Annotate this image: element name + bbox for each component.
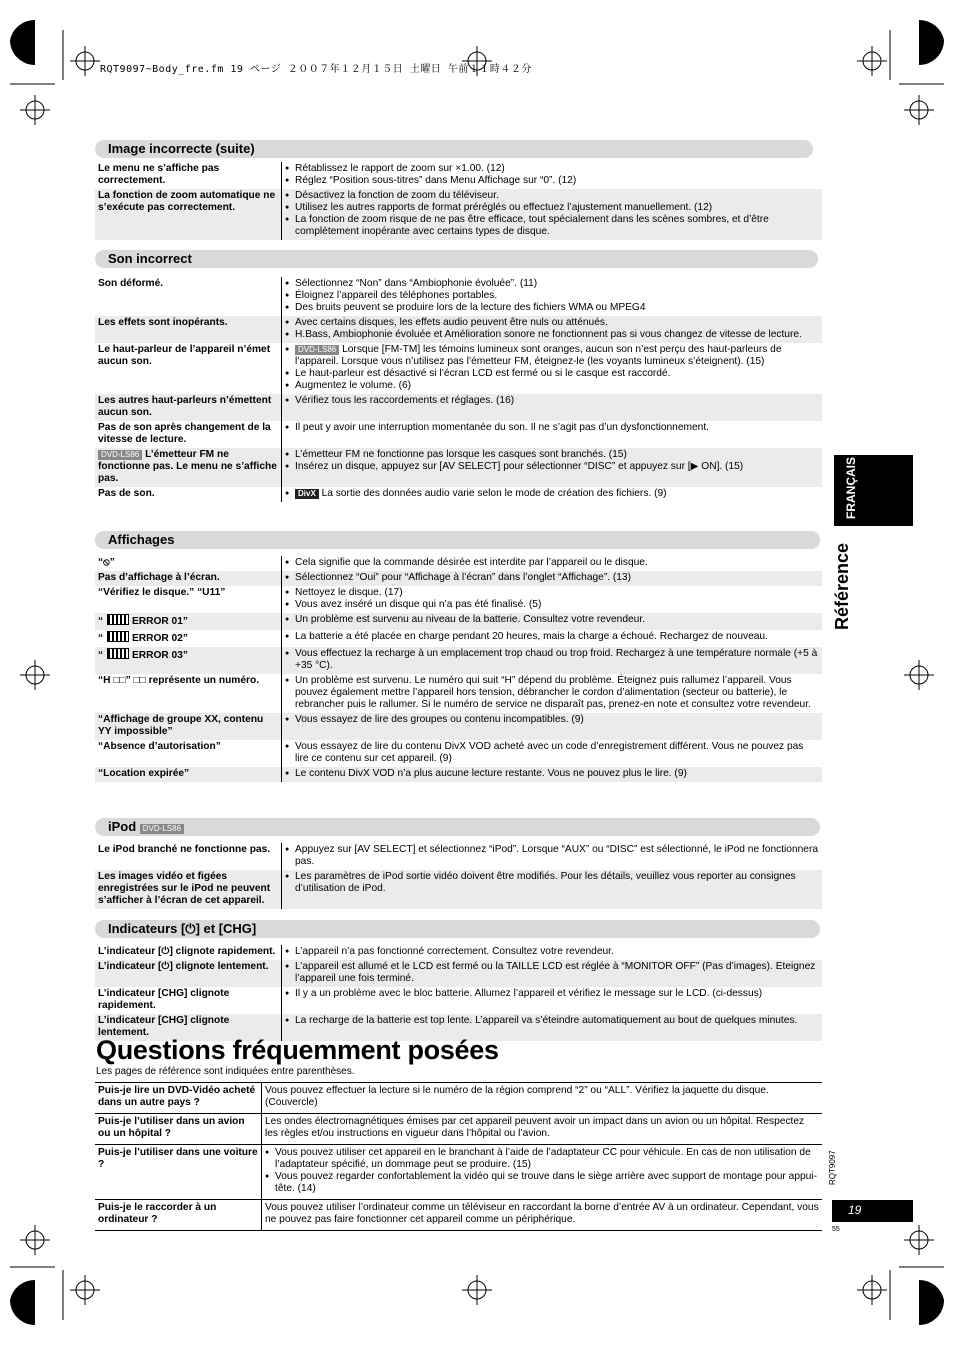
bullet-item [285,714,819,726]
bullet-text: Un problème est survenu. Le numéro qui suit “H” dépend du problème. Éteignez puis rallumez l’appareil. Vous pouvez également mettre l’appareil hors tension, débrancher le cordon d’alimentation (secteur ou batterie), le rebrancher puis le rallumer. Si le numéro de service ne disparaît pas, prenez-en note et consultez votre revendeur. [295,675,811,710]
row-answer [282,613,823,630]
row-question [95,713,282,740]
bullet-item [285,557,819,569]
language-tab [834,455,913,526]
row-answer [282,421,823,448]
bullet-text: Lorsque [FM-TM] les témoins lumineux sont oranges, aucun son n’est perçu des haut-parleurs de l’appareil. Lorsque vous n’utilisez pas l’émetteur FM, éteignez-le (les voyants lumineux s’éteignent). (15) [295,344,782,367]
row-question-text: L’émetteur FM ne fonctionne pas. Le menu ne s’affiche pas. [98,449,277,484]
bullet-item [285,675,819,711]
bullet-text: L’émetteur FM ne fonctionne pas lorsque les casques sont branchés. (15) [295,449,627,460]
bullet-text: Vérifiez tous les raccordements et réglages. (16) [295,395,515,406]
model-tag: DivX [295,489,319,499]
bullet-text: La recharge de la batterie est top lente. L’appareil va s’éteindre automatiquement au bout de quelques minutes. [295,1015,798,1026]
faq-question: Puis-je l’utiliser dans une voiture ? [95,1145,262,1200]
row-question-text: Le menu ne s’affiche pas correctement. [98,163,220,186]
row-question-text: ERROR 01” [131,616,188,627]
bullet-text: Augmentez le volume. (6) [295,380,412,391]
row-answer [282,586,823,613]
faq-row [95,1083,822,1114]
row-answer [282,487,823,502]
bullet-text: Avec certains disques, les effets audio peuvent être nuls ou atténués. [295,317,608,328]
table-image-incorrecte [95,162,822,240]
bullet-item [285,449,819,461]
bullet-text: Vous effectuez la recharge à un emplacement trop chaud ou trop froid. Rechargez à une température normale (+5 à +35 °C). [295,648,818,671]
bullet-text: Sélectionnez “Oui” pour “Affichage à l’écran” dans l’onglet “Affichage”. (13) [295,572,631,583]
row-question-text: ERROR 02” [131,633,188,644]
bullet-item [285,946,819,958]
bullet-text: Appuyez sur [AV SELECT] et sélectionnez “iPod”. Lorsque “AUX” ou “DISC” est sélectionné, le iPod ne fonctionnera pas. [295,844,819,867]
row-question [95,316,282,343]
bullet-item [285,768,819,780]
bullet-item [285,329,819,341]
bullet-item [285,587,819,599]
bullet-item [285,572,819,584]
bullet-text: La sortie des données audio varie selon le mode de création des fichiers. (9) [321,488,667,499]
bullet-text: L’appareil n’a pas fonctionné correctement. Consultez votre revendeur. [295,946,614,957]
bullet-text: Éloignez l’appareil des téléphones portables. [295,290,498,301]
row-answer [282,960,823,987]
section-indicateurs: Indicateurs [⏻] et [CHG] [95,920,820,938]
row-question-text: “Absence d’autorisation” [98,741,221,752]
bullet-text: Insérez un disque, appuyez sur [AV SELECT] pour sélectionner “DISC” et appuyez sur [▶ ON]. (15) [295,461,744,472]
faq-answer [262,1145,823,1200]
model-tag: DVD-LS86 [295,345,339,355]
bullet-item [285,380,819,392]
table-row [95,189,822,240]
row-question [95,586,282,613]
bullet-item [285,844,819,868]
bullet-text: La fonction de zoom risque de ne pas être efficace, tout spécialement dans les scènes sombres, et d’être complètement inopérante avec certains types de disque. [295,214,769,237]
bullet-item [285,302,819,314]
bullet-item [285,871,819,895]
row-question [95,960,282,987]
row-answer [282,571,823,586]
table-row [95,613,822,630]
bullet-text: La batterie a été placée en charge pendant 20 heures, mais la charge a échoué. Rechargez de nouveau. [295,631,768,642]
row-question [95,277,282,316]
row-question-text: “Vérifiez le disque.” “U11” [98,587,226,598]
row-question: “ ERROR 02” [95,630,282,647]
section-ipod [95,818,820,836]
bullet-item [285,648,819,672]
row-question [95,343,282,394]
row-question-text: Les images vidéo et figées enregistrées sur le iPod ne peuvent s’afficher à l’écran de cet appareil. [98,871,271,906]
table-row [95,343,822,394]
table-row [95,713,822,740]
row-question [95,448,282,487]
bullet-item: ● Vous pouvez regarder confortablement la vidéo qui se trouve dans le siège arrière avec support de montage pour appui-tête. (14) [265,1171,819,1195]
row-question-text: Pas de son. [98,488,155,499]
row-question [95,556,282,571]
table-indicateurs [95,945,822,1041]
row-answer [282,767,823,782]
bullet-text: Le contenu DivX VOD n’a plus aucune lecture restante. Vous ne pouvez plus le lire. (9) [295,768,687,779]
table-row [95,421,822,448]
model-tag: DVD-LS86 [140,824,184,834]
battery-icon [107,648,129,659]
bullet-item [285,461,819,473]
faq-question: Puis-je l’utiliser dans un avion ou un hôpital ? [95,1114,262,1145]
row-question [95,487,282,502]
row-question-text: L’indicateur [CHG] clignote lentement. [98,1015,230,1038]
row-question-text: L’indicateur [⏻] clignote lentement. [98,961,269,972]
row-answer [282,316,823,343]
faq-table [95,1082,822,1231]
row-question [95,421,282,448]
bullet-item [285,988,819,1000]
section-image-incorrecte: Image incorrecte (suite) [95,140,813,158]
row-question [95,870,282,909]
row-question [95,571,282,586]
row-answer [282,277,823,316]
row-question-text: Son déformé. [98,278,164,289]
bullet-item [285,290,819,302]
row-question-text: “⦸” [98,557,115,568]
bullet-text: Le haut-parleur est désactivé si l’écran LCD est fermé ou si le casque est raccordé. [295,368,671,379]
bullet-item [285,214,819,238]
table-affichages [95,556,822,782]
bullet-text: Vous avez inséré un disque qui n’a pas été finalisé. (5) [295,599,542,610]
table-row [95,448,822,487]
bullet-item [285,614,819,626]
document-code: RQT9097 [828,1150,837,1185]
table-row [95,630,822,647]
row-question [95,767,282,782]
table-row [95,767,822,782]
bullet-item [285,599,819,611]
row-answer [282,740,823,767]
bullet-text: Des bruits peuvent se produire lors de la lecture des fichiers WMA ou MPEG4 [295,302,646,313]
faq-answer: Les ondes électromagnétiques émises par cet appareil peuvent avoir un impact dans un avion ou un hôpital. Respectez les règles et/ou instructions en vigueur dans l’hôpital ou l’avion. [262,1114,823,1145]
bullet-text: Désactivez la fonction de zoom du téléviseur. [295,190,499,201]
table-row [95,277,822,316]
row-answer [282,674,823,713]
small-page-number: 55 [832,1226,840,1233]
bullet-text: Il y a un problème avec le bloc batterie. Allumez l’appareil et vérifiez le message sur le LCD. (ci-dessus) [295,988,763,999]
bullet-item [285,175,819,187]
row-question [95,945,282,960]
row-question: “ ERROR 03” [95,647,282,674]
row-question [95,394,282,421]
row-question-text: La fonction de zoom automatique ne s’exécute pas correctement. [98,190,276,213]
table-row [95,487,822,502]
table-row [95,740,822,767]
row-question-text: L’indicateur [⏻] clignote rapidement. [98,946,276,957]
table-row [95,556,822,571]
model-tag: DVD-LS86 [98,450,142,460]
row-question-text: Le haut-parleur de l’appareil n’émet aucun son. [98,344,271,367]
row-question-text: Pas de son après changement de la vitesse de lecture. [98,422,271,445]
row-question-text: “Location expirée” [98,768,190,779]
bullet-item [285,163,819,175]
row-question-text: Les effets sont inopérants. [98,317,228,328]
faq-answer: Vous pouvez utiliser l’ordinateur comme un téléviseur en raccordant la borne d’entrée AV à un ordinateur. Cependant, vous ne pouvez pas faire fonctionner cet appareil comme un périphérique. [262,1200,823,1231]
battery-icon [107,614,129,625]
row-question-text: “Affichage de groupe XX, contenu YY impossible” [98,714,264,737]
bullet-text: Sélectionnez “Non” dans “Ambiophonie évoluée”. (11) [295,278,538,289]
battery-icon [107,631,129,642]
row-answer [282,556,823,571]
row-answer [282,843,823,870]
row-question [95,987,282,1014]
row-answer [282,630,823,647]
row-question-text: “H □□” □□ représente un numéro. [98,675,260,686]
table-row [95,394,822,421]
row-question-text: Le iPod branché ne fonctionne pas. [98,844,271,855]
row-answer [282,870,823,909]
row-question: “ ERROR 01” [95,613,282,630]
table-son-incorrect [95,277,822,502]
table-row [95,162,822,189]
bullet-item [285,278,819,290]
row-question-text: ERROR 03” [131,650,188,661]
page-number: 19 [848,1203,862,1217]
bullet-text: Un problème est survenu au niveau de la batterie. Consultez votre revendeur. [295,614,645,625]
bullet-item [285,488,819,500]
bullet-text: Nettoyez le disque. (17) [295,587,403,598]
faq-row [95,1200,822,1231]
section-son-incorrect: Son incorrect [95,250,818,268]
bullet-text: Il peut y avoir une interruption momentanée du son. Il ne s’agit pas d’un dysfonctionnement. [295,422,709,433]
bullet-item [285,368,819,380]
faq-row [95,1114,822,1145]
bullet-item [285,631,819,643]
bullet-text: Utilisez les autres rapports de format préréglés ou effectuez l’ajustement manuellement. (12) [295,202,713,213]
bullet-text: Les paramètres de iPod sortie vidéo doivent être modifiés. Pour les détails, veuillez vous reporter au consignes d’utilisation de iPod. [295,871,796,894]
bullet-text: Vous essayez de lire des groupes ou contenu incompatibles. (9) [295,714,584,725]
section-affichages: Affichages [95,531,820,549]
page-number-box [832,1200,913,1222]
faq-answer: Vous pouvez effectuer la lecture si le numéro de la région comprend “2” ou “ALL”. Vérifiez la jaquette du disque. (Couvercle) [262,1083,823,1114]
bullet-text: L’appareil est allumé et le LCD est fermé ou la TAILLE LCD est réglée à “MONITOR OFF” (Pas d’images). Eteignez l’appareil une fois terminé. [295,961,816,984]
row-answer [282,189,823,240]
bullet-item: ● Vous pouvez utiliser cet appareil en le branchant à l’aide de l’adaptateur CC pour véhicule. En cas de non utilisation de l’adaptateur spécifié, un dommage peut se produire. (15) [265,1147,819,1171]
faq-row [95,1145,822,1200]
row-question-text: Les autres haut-parleurs n’émettent aucun son. [98,395,272,418]
bullet-item [285,344,819,368]
table-row [95,586,822,613]
table-row [95,870,822,909]
faq-question: Puis-je le raccorder à un ordinateur ? [95,1200,262,1231]
row-answer [282,343,823,394]
bullet-item [285,1015,819,1027]
bullet-text: Cela signifie que la commande désirée est interdite par l’appareil ou le disque. [295,557,648,568]
row-question [95,189,282,240]
bullet-item [285,395,819,407]
row-question-text: Pas d’affichage à l’écran. [98,572,220,583]
row-answer [282,945,823,960]
row-question [95,674,282,713]
bullet-item [285,961,819,985]
faq-note: Les pages de référence sont indiquées entre parenthèses. [96,1066,355,1077]
row-question [95,162,282,189]
faq-question: Puis-je lire un DVD-Vidéo acheté dans un autre pays ? [95,1083,262,1114]
table-row [95,843,822,870]
table-row [95,945,822,960]
row-answer [282,394,823,421]
bullet-item [285,202,819,214]
faq-title: Questions fréquemment posées [96,1035,499,1065]
table-row [95,571,822,586]
table-row [95,674,822,713]
bullet-text: Réglez “Position sous-titres” dans Menu Affichage sur “0”. (12) [295,175,577,186]
print-header-line: RQT9097~Body_fre.fm 19 ページ ２００７年１２月１５日 土曜日 午前１１時４２分 [100,64,532,75]
language-label: FRANÇAIS [844,457,858,519]
row-question [95,843,282,870]
section-ipod-title: iPod [108,819,137,834]
table-row [95,647,822,674]
bullet-text: Rétablissez le rapport de zoom sur ×1.00. (12) [295,163,505,174]
bullet-item [285,317,819,329]
bullet-item [285,741,819,765]
table-row [95,987,822,1014]
row-question-text: L’indicateur [CHG] clignote rapidement. [98,988,230,1011]
row-answer [282,448,823,487]
table-row [95,960,822,987]
bullet-text: Vous essayez de lire du contenu DivX VOD acheté avec un code d’enregistrement différent. Vous ne pouvez pas lire ce contenu sur cet appareil. (9) [295,741,804,764]
row-answer [282,647,823,674]
reference-label: Référence [832,542,852,630]
row-answer [282,162,823,189]
table-ipod [95,843,822,909]
bullet-item [285,422,819,434]
row-answer [282,713,823,740]
table-row [95,316,822,343]
bullet-text: H.Bass, Ambiophonie évoluée et Amélioration sonore ne fonctionnent pas si vous changez de vitesse de lecture. [295,329,802,340]
row-answer [282,987,823,1014]
bullet-item [285,190,819,202]
row-question [95,740,282,767]
